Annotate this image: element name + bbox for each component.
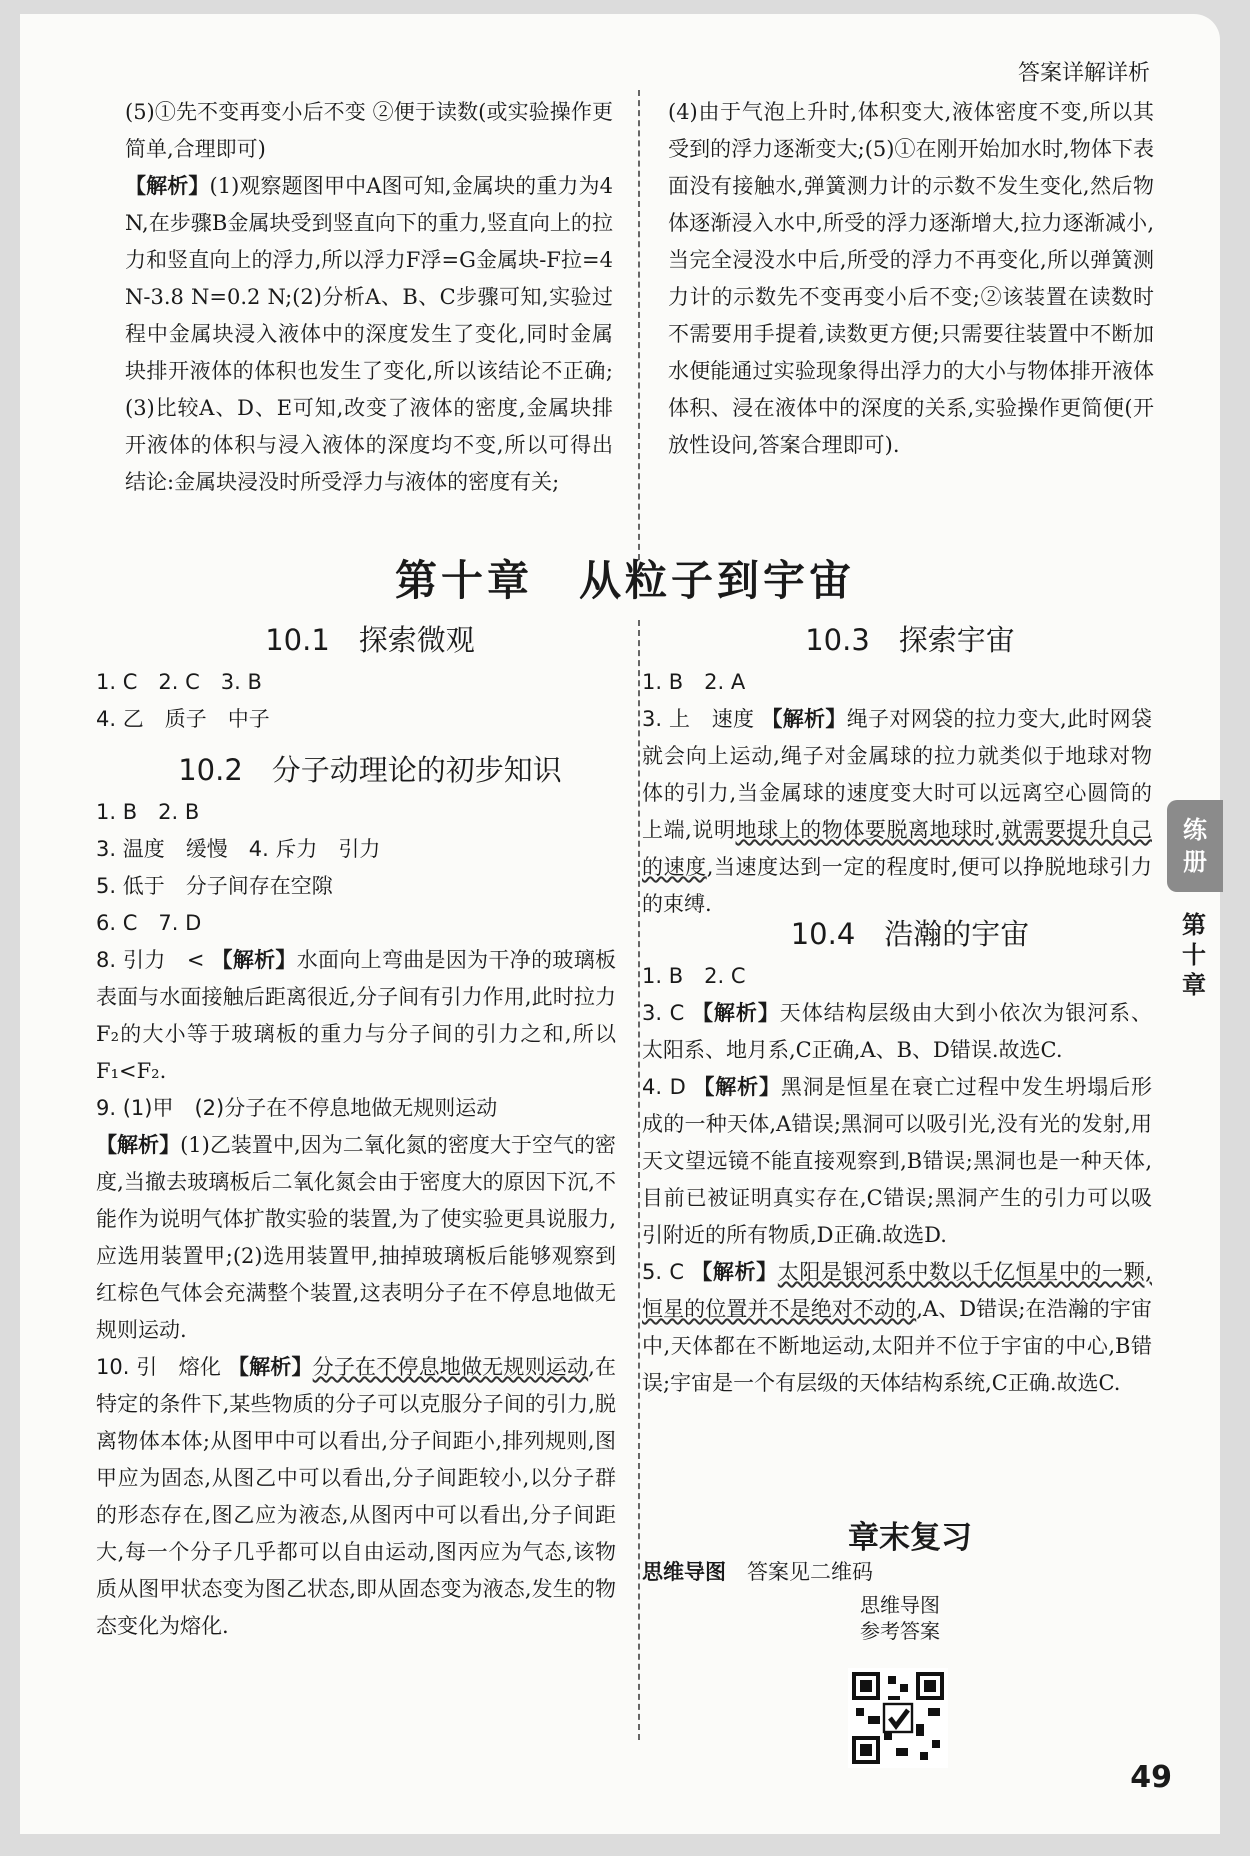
answer-row: 5. 低于 分子间存在空隙 (96, 874, 333, 898)
q8-head: 8. 引力 < (96, 948, 205, 972)
page-header: 答案详解详析 (1017, 61, 1150, 86)
q3-head: 3. C (642, 1001, 685, 1025)
answer-row: 1. B 2. C (642, 964, 746, 988)
section-title-10-1: 10.1 探索微观 (265, 623, 475, 657)
section-10-2-answers (96, 794, 616, 1645)
answer-row: 3. 温度 缓慢 4. 斥力 引力 (96, 837, 381, 861)
mindmap-line (642, 1556, 873, 1586)
side-tab-line2: 册 (1183, 848, 1207, 876)
answer-row: 1. B 2. B (96, 800, 200, 824)
analysis-tag: 【解析】 (227, 1355, 313, 1379)
q9-body: (1)乙装置中,因为二氧化氮的密度大于空气的密度,当撤去玻璃板后二氧化氮会由于密度大的原因下沉,不能作为说明气体扩散实验的装置,为了使实验更具说服力,应选用装置甲;(2)选用装置甲,抽掉玻璃板后能够观察到红棕色气体会充满整个装置,这表明分子在不停息地做无规则运动. (96, 1133, 617, 1342)
analysis-tag: 【解析】 (761, 707, 847, 731)
section-title-10-4: 10.4 浩瀚的宇宙 (790, 917, 1030, 951)
answer-q5 (642, 1254, 1152, 1402)
qr-label-line2: 参考答案 (860, 1619, 940, 1643)
qr-label (820, 1592, 980, 1644)
q5-underlined: 太阳是银河系中数以千亿恒星中的一颗,恒星的位置并不是绝对不动的 (642, 1260, 1152, 1321)
page-number: 49 (1130, 1760, 1172, 1795)
top-right-p1: (4)由于气泡上升时,体积变大,液体密度不变,所以其受到的浮力逐渐变大;(5)①在刚开始加水时,物体下表面没有接触水,弹簧测力计的示数不发生变化,然后物体逐渐浸入水中,所受的浮力逐渐增大,拉力逐渐减小,当完全浸没水中后,所受的浮力不再变化,所以弹簧测力计的示数先不变再变小后不变;②该装置在读数时不需要用手提着,读数更方便;只需要往装置中不断加水便能通过实验现象得出浮力的大小与物体排开液体体积、浸在液体中的深度的关系,实验操作更简便(开放性设问,答案合理即可). (668, 100, 1154, 457)
section-10-4-answers (642, 958, 1152, 1402)
answer-q4 (642, 1069, 1152, 1254)
top-left-p2 (125, 168, 613, 501)
section-10-1-answers (96, 664, 616, 738)
mindmap-label: 思维导图 (642, 1560, 726, 1584)
answer-q9 (96, 1127, 616, 1349)
top-right-column (668, 94, 1154, 464)
q3-head: 3. 上 速度 (642, 707, 755, 731)
review-title: 章末复习 (848, 1520, 972, 1556)
q4-head: 4. D (642, 1075, 686, 1099)
qr-label-line1: 思维导图 (860, 1593, 940, 1617)
analysis-tag: 【解析】 (691, 1260, 778, 1284)
answer-q3 (642, 995, 1152, 1069)
q5-head: 5. C (642, 1260, 684, 1284)
column-divider-bottom (638, 620, 640, 1740)
side-tab-workbook (1167, 800, 1223, 892)
q3-underlined: 地球上的物体要脱离地球时,就需要提升自己的速度 (642, 818, 1152, 879)
side-chapter-label: 第十章 (1182, 911, 1206, 999)
q4-body: 黑洞是恒星在衰亡过程中发生坍塌后形成的一种天体,A错误;黑洞可以吸引光,没有光的发射,用天文望远镜不能直接观察到,B错误;黑洞也是一种天体,目前已被证明真实存在,C错误;黑洞产生的引力可以吸引附近的所有物质,D正确.故选D. (642, 1075, 1152, 1247)
answer-q8 (96, 942, 616, 1090)
q10-body: ,在特定的条件下,某些物质的分子可以克服分子间的引力,脱离物体本体;从图甲中可以看出,分子间距小,排列规则,图甲应为固态,从图乙中可以看出,分子间距较小,以分子群的形态存在,图乙应为液态,从图丙中可以看出,分子间距大,每一个分子几乎都可以自由运动,图丙应为气态,该物质从图甲状态变为图乙状态,即从固态变为液态,发生的物态变化为熔化. (96, 1355, 617, 1638)
q9-head: 9. (1)甲 (2)分子在不停息地做无规则运动 (96, 1096, 498, 1120)
section-title-10-3: 10.3 探索宇宙 (805, 623, 1015, 657)
side-tab-line1: 练 (1183, 816, 1207, 844)
analysis-tag: 【解析】 (96, 1133, 181, 1157)
top-left-p1: (5)①先不变再变小后不变 ②便于读数(或实验操作更简单,合理即可) (125, 100, 613, 161)
q10-head: 10. 引 熔化 (96, 1355, 222, 1379)
q3-body-b: ,当速度达到一定的程度时,便可以挣脱地球引力的束缚. (642, 855, 1153, 916)
q3-body: 天体结构层级由大到小依次为银河系、太阳系、地月系,C正确,A、B、D错误.故选C. (642, 1001, 1153, 1062)
analysis-tag: 【解析】 (691, 1001, 780, 1025)
answer-row: 1. C 2. C 3. B (96, 670, 262, 694)
q3-body-a: 绳子对网袋的拉力变大,此时网袋就会向上运动,绳子对金属球的拉力就类似于地球对物体的引力,当金属球的速度变大时可以远离空心圆筒的上端,说明 (642, 707, 1152, 842)
section-title-10-2: 10.2 分子动理论的初步知识 (178, 753, 562, 787)
top-left-column (125, 94, 613, 501)
chapter-title: 第十章 从粒子到宇宙 (394, 556, 855, 605)
top-left-p2-text: (1)观察题图甲中A图可知,金属块的重力为4 N,在步骤B金属块受到竖直向下的重力,竖直向上的拉力和竖直向上的浮力,所以浮力F浮=G金属块-F拉=4 N-3.8 N=0.2 N;(2)分析A、B、C步骤可知,实验过程中金属块浸入液体中的深度发生了变化,同时金属块排开液体的体积也发生了变化,所以该结论不正确;(3)比较A、D、E可知,改变了液体的密度,金属块排开液体的体积与浸入液体的深度均不变,所以可得出结论:金属块浸没时所受浮力与液体的密度有关; (125, 174, 613, 494)
answer-q3 (642, 701, 1152, 923)
analysis-tag: 【解析】 (125, 174, 210, 198)
analysis-tag: 【解析】 (693, 1075, 781, 1099)
section-10-3-answers (642, 664, 1152, 923)
answer-row: 4. 乙 质子 中子 (96, 707, 270, 731)
column-divider-top (638, 90, 640, 560)
analysis-tag: 【解析】 (211, 948, 297, 972)
mindmap-value: 答案见二维码 (747, 1560, 873, 1584)
answer-row: 1. B 2. A (642, 670, 746, 694)
answer-row: 6. C 7. D (96, 911, 202, 935)
q10-underlined: 分子在不停息地做无规则运动 (312, 1355, 589, 1379)
q8-body: 水面向上弯曲是因为干净的玻璃板表面与水面接触后距离很近,分子间有引力作用,此时拉力F₂的大小等于玻璃板的重力与分子间的引力之和,所以F₁<F₂. (96, 948, 616, 1083)
qr-code-icon[interactable] (848, 1668, 948, 1768)
answer-q10 (96, 1349, 616, 1645)
q5-body: ,A、D错误;在浩瀚的宇宙中,天体都在不断地运动,太阳并不位于宇宙的中心,B错误;宇宙是一个有层级的天体结构系统,C正确.故选C. (642, 1297, 1152, 1395)
